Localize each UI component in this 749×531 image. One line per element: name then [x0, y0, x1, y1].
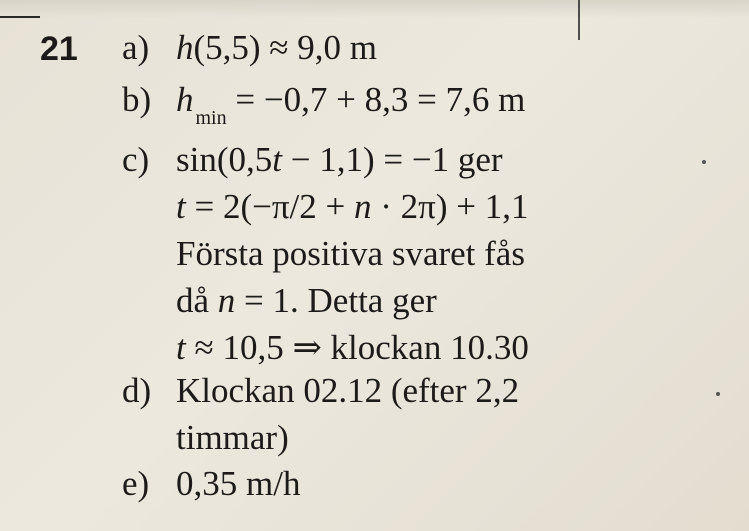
variable-n: n	[217, 281, 236, 320]
part-d-label: d)	[122, 371, 152, 410]
variable-t: t	[272, 140, 282, 179]
part-c-line-3: Första positiva svaret fås	[176, 234, 525, 273]
speck	[716, 392, 720, 396]
function-symbol: h	[176, 28, 194, 67]
vertical-rule	[578, 0, 580, 40]
part-c-line-4	[176, 281, 437, 321]
part-b-answer	[176, 80, 525, 130]
part-c-line-5	[176, 328, 529, 368]
text: ≈ 10,5 ⇒ klockan 10.30	[185, 328, 529, 367]
part-b-label: b)	[122, 80, 152, 119]
text: då	[176, 281, 218, 320]
page-edge-shadow	[0, 0, 749, 18]
text: − 1,1) = −1 ger	[281, 140, 503, 179]
horizontal-rule	[0, 16, 40, 18]
part-a-answer	[176, 28, 377, 68]
part-a-expression: (5,5) ≈ 9,0 m	[193, 28, 377, 67]
part-e-answer: 0,35 m/h	[176, 464, 301, 503]
variable-t: t	[176, 328, 186, 367]
part-d-line-2: timmar)	[176, 418, 289, 457]
part-b-expression: = −0,7 + 8,3 = 7,6 m	[226, 80, 526, 119]
text: = 2(−π/2 +	[185, 187, 355, 226]
variable-n: n	[354, 187, 372, 226]
part-c-label: c)	[122, 140, 150, 179]
part-e-label: e)	[122, 464, 150, 503]
part-d-line-1: Klockan 02.12 (efter 2,2	[176, 371, 520, 410]
h-symbol: h	[176, 80, 194, 119]
subscript-min: min	[195, 107, 227, 129]
variable-t: t	[176, 187, 186, 226]
speck	[702, 160, 706, 164]
problem-number: 21	[40, 30, 78, 68]
text: = 1. Detta ger	[235, 281, 437, 320]
part-c-line-1	[176, 140, 503, 180]
part-c-line-2	[176, 187, 529, 227]
text: sin(0,5	[176, 140, 273, 179]
part-a-label: a)	[122, 28, 150, 67]
text: · 2π) + 1,1	[371, 187, 529, 226]
